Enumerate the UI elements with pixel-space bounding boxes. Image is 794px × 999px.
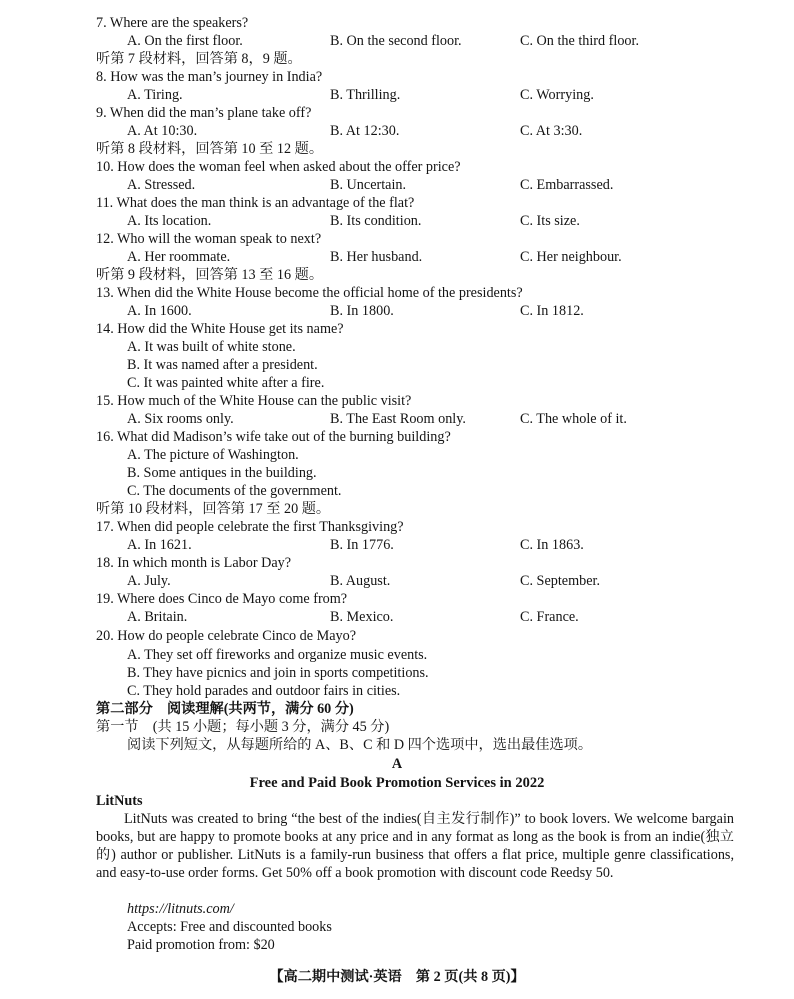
question-9: 9. When did the man’s plane take off? (96, 105, 312, 121)
option-c: C. The documents of the government. (127, 483, 342, 499)
question-15: 15. How much of the White House can the public visit? (96, 393, 412, 409)
option-c: C. September. (520, 573, 600, 589)
options-15 (0, 410, 794, 428)
option-a: A. On the first floor. (127, 33, 243, 49)
passage-body: LitNuts was created to bring “the best of the indies(自主发行制作)” to book lovers. We welcome bargain books, but are happy to promote books at any price and in any format as long as the book is from an indie(独立的) author or publisher. LitNuts is a family-run business that offers a flat price, multiple genre classifications, and easy-to-use order forms. Get 50% off a book promotion with discount code Reedsy 50. (96, 811, 734, 881)
option-a: A. The picture of Washington. (127, 447, 299, 463)
option-b: B. They have picnics and join in sports competitions. (127, 665, 429, 681)
option-a: A. Six rooms only. (127, 411, 234, 427)
option-a: A. Its location. (127, 213, 212, 229)
option-b: B. Uncertain. (330, 177, 407, 193)
passage-title: Free and Paid Book Promotion Services in 2022 (249, 775, 545, 791)
option-a: A. In 1621. (127, 537, 192, 553)
page-footer: 【高二期中测试·英语 第 2 页(共 8 页)】 (269, 969, 525, 985)
option-b: B. Mexico. (330, 609, 394, 625)
option-c: C. On the third floor. (520, 33, 640, 49)
options-8 (0, 86, 794, 104)
option-a: A. Stressed. (127, 177, 196, 193)
question-11: 11. What does the man think is an advantage of the flat? (96, 195, 415, 211)
option-a: A. Her roommate. (127, 249, 231, 265)
option-c: C. They hold parades and outdoor fairs in cities. (127, 683, 401, 699)
option-a: A. July. (127, 573, 171, 589)
option-b: B. Thrilling. (330, 87, 401, 103)
option-a: A. It was built of white stone. (127, 339, 296, 355)
instruction-8: 听第 8 段材料，回答第 10 至 12 题。 (96, 141, 324, 157)
options-13 (0, 302, 794, 320)
question-16: 16. What did Madison’s wife take out of the burning building? (96, 429, 451, 445)
option-a: A. At 10:30. (127, 123, 198, 139)
instruction-9: 听第 9 段材料，回答第 13 至 16 题。 (96, 267, 324, 283)
option-c: C. At 3:30. (520, 123, 583, 139)
option-b: B. Her husband. (330, 249, 423, 265)
option-a: A. Britain. (127, 609, 188, 625)
instruction-10: 听第 10 段材料，回答第 17 至 20 题。 (96, 501, 331, 517)
option-b: B. In 1800. (330, 303, 394, 319)
option-c: C. Worrying. (520, 87, 594, 103)
option-b: B. It was named after a president. (127, 357, 318, 373)
option-b: B. The East Room only. (330, 411, 466, 427)
option-a: A. Tiring. (127, 87, 183, 103)
options-12 (0, 248, 794, 266)
question-12: 12. Who will the woman speak to next? (96, 231, 322, 247)
question-19: 19. Where does Cinco de Mayo come from? (96, 591, 348, 607)
section-heading: LitNuts (96, 793, 143, 809)
options-18 (0, 572, 794, 590)
option-c: C. It was painted white after a fire. (127, 375, 325, 391)
question-7: 7. Where are the speakers? (96, 15, 249, 31)
option-c: C. Her neighbour. (520, 249, 622, 265)
options-9 (0, 122, 794, 140)
question-14: 14. How did the White House get its name? (96, 321, 344, 337)
option-b: B. On the second floor. (330, 33, 462, 49)
option-b: B. Some antiques in the building. (127, 465, 317, 481)
part-2-title: 第二部分 阅读理解(共两节，满分 60 分) (96, 701, 354, 717)
question-8: 8. How was the man’s journey in India? (96, 69, 323, 85)
section-1-title: 第一节 (共 15 小题；每小题 3 分，满分 45 分) (96, 719, 390, 735)
option-c: C. Its size. (520, 213, 580, 229)
question-20: 20. How do people celebrate Cinco de Mayo? (96, 628, 357, 644)
passage-letter: A (391, 756, 403, 772)
options-19 (0, 608, 794, 626)
option-b: B. In 1776. (330, 537, 394, 553)
option-b: B. Its condition. (330, 213, 422, 229)
option-c: C. France. (520, 609, 579, 625)
option-c: C. In 1863. (520, 537, 584, 553)
option-a: A. They set off fireworks and organize music events. (127, 647, 428, 663)
options-17 (0, 536, 794, 554)
options-7 (0, 32, 794, 50)
accepts-line: Accepts: Free and discounted books (127, 919, 332, 935)
question-13: 13. When did the White House become the official home of the presidents? (96, 285, 523, 301)
reading-instruction: 阅读下列短文，从每题所给的 A、B、C 和 D 四个选项中，选出最佳选项。 (127, 737, 593, 753)
options-10 (0, 176, 794, 194)
paid-promotion-line: Paid promotion from: $20 (127, 937, 275, 953)
instruction-7: 听第 7 段材料，回答第 8，9 题。 (96, 51, 302, 67)
question-10: 10. How does the woman feel when asked about the offer price? (96, 159, 461, 175)
options-11 (0, 212, 794, 230)
question-17: 17. When did people celebrate the first Thanksgiving? (96, 519, 404, 535)
website-link[interactable]: https://litnuts.com/ (127, 901, 234, 917)
option-b: B. August. (330, 573, 391, 589)
option-a: A. In 1600. (127, 303, 192, 319)
option-c: C. Embarrassed. (520, 177, 614, 193)
option-b: B. At 12:30. (330, 123, 400, 139)
option-c: C. The whole of it. (520, 411, 627, 427)
question-18: 18. In which month is Labor Day? (96, 555, 292, 571)
option-c: C. In 1812. (520, 303, 584, 319)
